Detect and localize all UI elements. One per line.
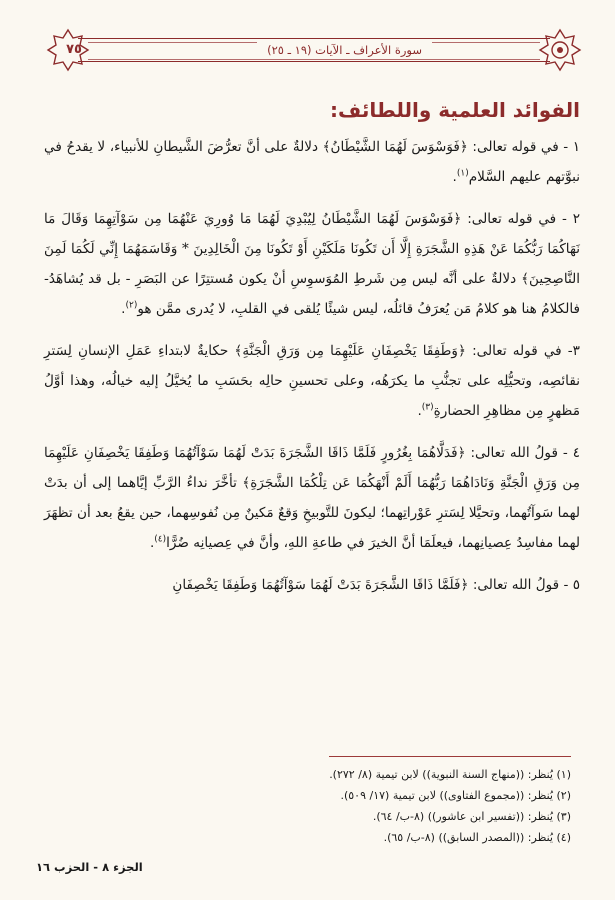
footnote-ref: (٤) (154, 534, 167, 545)
footnote-item: (١) يُنظر: ((منهاج السنة النبوية)) لابن تيمية (٨/ ٢٧٢). (329, 768, 571, 781)
footnote-ref: (١) (456, 168, 469, 179)
quran-verse: ﴿فَدَلَّاهُمَا بِغُرُورٍ فَلَمَّا ذَاقَا الشَّجَرَةَ بَدَتْ لَهُمَا سَوْآتُهُمَا وَطَفِقَا يَخْصِفَانِ عَلَيْهِمَا مِن وَرَقِ الْجَنَّةِ وَنَادَاهُمَا رَبُّهُمَا أَلَمْ أَنْهَكُمَا عَن تِلْكُمَا الشَّجَرَةِ﴾ (44, 445, 580, 491)
paragraph-lead: ٣- في قوله تعالى: (465, 343, 580, 359)
footnote-ref: (٣) (421, 402, 434, 413)
footnotes (35, 764, 571, 848)
paragraph-text: تأخَّرَ نداءُ الرَّبِّ إيَّاهما إلى أن بدَتْ لهما سَوآتُهما، وتحيَّلا لِسَترِ عَوْراتِهما؛ ليكونَ للتَّوبيخِ وَقعٌ مَكينٌ مِن نُفوسِهما، حين يقعُ بعد أن تظهَرَ لهما مفاسِدُ عِصيانِهما، فيعلَمَا أنَّ الخيرَ في طاعةِ اللهِ، وأنَّ في عِصيانِه ضُرًّا (44, 475, 580, 551)
quran-verse: ﴿وَطَفِقَا يَخْصِفَانِ عَلَيْهِمَا مِن وَرَقِ الْجَنَّةِ﴾ (234, 343, 466, 359)
paragraph-lead: ٢ - في قوله تعالى: (461, 211, 580, 227)
header-rule-top (78, 38, 550, 39)
footnote-item: (٤) يُنظر: ((المصدر السابق)) (٨-ب/ ٦٥). (383, 831, 571, 844)
benefit-paragraph-3 (44, 336, 580, 426)
footnote-item: (٢) يُنظر: ((مجموع الفتاوى)) لابن تيمية (١٧/ ٥٠٩). (340, 789, 571, 802)
footnote-item: (٣) يُنظر: ((تفسير ابن عاشور)) (٨-ب/ ٦٤). (372, 810, 571, 823)
main-content (44, 96, 580, 612)
footnote-divider (329, 756, 571, 757)
paragraph-tail: . (417, 403, 422, 419)
paragraph-text: دلالةٌ على أنَّ تعرُّضَ الشَّيطانِ للأنبياء، لا يقدحُ في نبوَّتهم عليهم السَّلام (44, 139, 580, 185)
quran-verse: ﴿فَوَسْوَسَ لَهُمَا الشَّيْطَانُ لِيُبْدِيَ لَهُمَا مَا وُورِيَ عَنْهُمَا مِن سَوْآتِهِمَا وَقَالَ مَا نَهَاكُمَا رَبُّكُمَا عَنْ هَذِهِ الشَّجَرَةِ إِلَّا أَن تَكُونَا مَلَكَيْنِ أَوْ تَكُونَا مِنَ الْخَالِدِينَ * وَقَاسَمَهُمَا إِنِّي لَكُمَا لَمِنَ النَّاصِحِينَ﴾ (44, 211, 580, 287)
paragraph-text: دلالةٌ على أنَّه ليس مِن شَرطِ المُوَسوِسِ أنْ يكون مُستتِرًا عن البَصَرِ - بل قد يُشاهَدُ- فالكلامُ هنا هو كلامُ مَن يُعرَفُ قائلُه، ليس شيئًا يُلقى في القلبِ، لا يُدرى ممَّن هو (44, 271, 580, 317)
paragraph-tail: . (149, 535, 155, 551)
paragraph-lead: ٥ - قولُ الله تعالى: (468, 577, 580, 593)
quran-verse: ﴿فَوَسْوَسَ لَهُمَا الشَّيْطَانُ﴾ (322, 139, 468, 155)
paragraph-lead: ٤ - قولُ الله تعالى: (465, 445, 580, 461)
quran-verse: ﴿فَلَمَّا ذَاقَا الشَّجَرَةَ بَدَتْ لَهُمَا سَوْآتُهُمَا وَطَفِقَا يَخْصِفَانِ (172, 577, 469, 593)
section-title: الفوائد العلمية واللطائف: (330, 98, 580, 122)
paragraph-tail: . (121, 301, 126, 317)
page-header (48, 32, 580, 68)
header-ornament-right-icon (538, 28, 582, 72)
benefit-paragraph-2 (44, 204, 580, 324)
paragraph-text: حكايةٌ لابتداءِ عَمَلِ الإنسانِ لِسَترِ نقائصِه، وتحيُّلِه على تجنُّبِ ما يكرَهُه، وعلى تحسينِ حالِه بحَسَبِ ما يُخيَّلُ إليه خيالُه، وهذا أوَّلُ مَظهرٍ مِن مظاهِرِ الحضارةِ (44, 343, 580, 419)
footnote-ref: (٢) (125, 300, 138, 311)
benefit-paragraph-5 (44, 570, 580, 600)
paragraph-lead: ١ - في قوله تعالى: (467, 139, 581, 155)
benefit-paragraph-4 (44, 438, 580, 558)
page-footer: الجزء ٨ - الحزب ١٦ (36, 860, 143, 874)
page-number: ٧٥ (66, 42, 82, 57)
benefit-paragraph-1 (44, 132, 580, 192)
surah-header-title: سورة الأعراف ـ الآيات (١٩ ـ ٢٥) (257, 41, 432, 59)
paragraph-tail: . (452, 169, 457, 185)
header-rule-bottom (78, 61, 550, 62)
